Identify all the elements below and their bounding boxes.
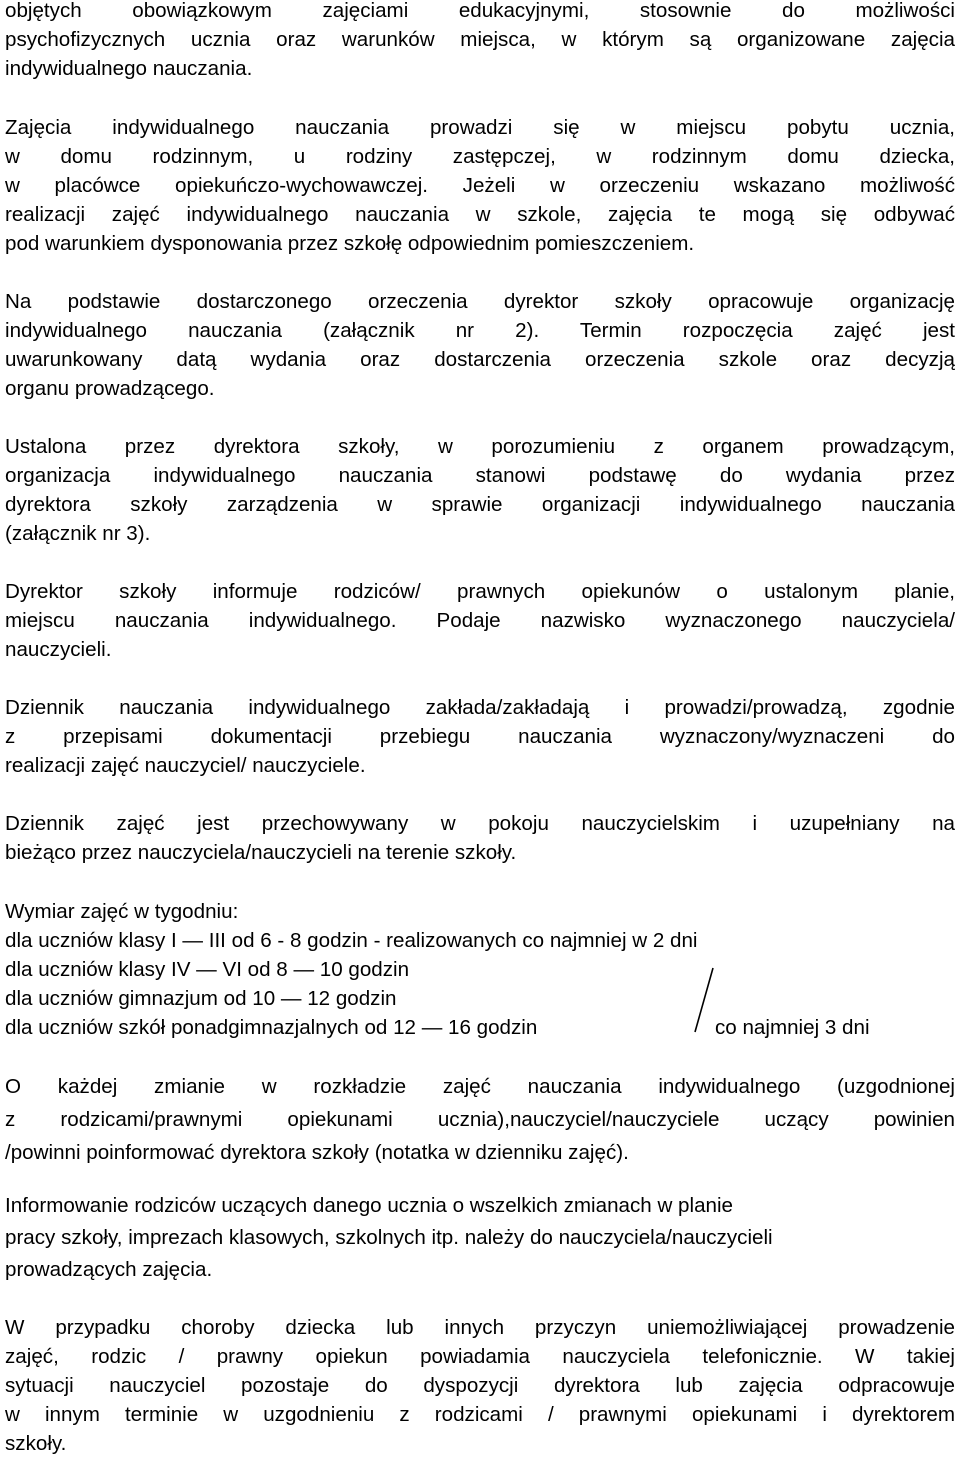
- text-line: O każdej zmianie w rozkładzie zajęć nauczania indywidualnego (uzgodnionej: [5, 1075, 955, 1098]
- text-line: pod warunkiem dysponowania przez szkołę odpowiednim pomieszczeniem.: [5, 232, 695, 255]
- text-line: w innym terminie w uzgodnieniu z rodzicami / prawnymi opiekunami i dyrektorem: [5, 1403, 955, 1426]
- schedule-row: dla uczniów gimnazjum od 10 — 12 godzin: [5, 987, 397, 1010]
- text-line: zajęć, rodzic / prawny opiekun powiadamia nauczyciela telefonicznie. W takiej: [5, 1345, 955, 1368]
- text-line: szkoły.: [5, 1432, 67, 1455]
- schedule-note: co najmniej 3 dni: [715, 1016, 870, 1039]
- text-line: prowadzących zajęcia.: [5, 1258, 213, 1281]
- text-line: objętych obowiązkowym zajęciami edukacyjnymi, stosownie do możliwości: [5, 0, 955, 22]
- text-line: indywidualnego nauczania (załącznik nr 2). Termin rozpoczęcia zajęć jest: [5, 319, 955, 342]
- text-line: Ustalona przez dyrektora szkoły, w porozumieniu z organem prowadzącym,: [5, 435, 955, 458]
- paragraph-register: [5, 693, 955, 780]
- text-line: dyrektora szkoły zarządzenia w sprawie organizacji indywidualnego nauczania: [5, 493, 955, 516]
- text-line: Dyrektor szkoły informuje rodziców/ prawnych opiekunów o ustalonym planie,: [5, 580, 955, 603]
- text-line: Zajęcia indywidualnego nauczania prowadzi się w miejscu pobytu ucznia,: [5, 116, 955, 139]
- paragraph-changes: [5, 1070, 955, 1169]
- paragraph-storage: [5, 809, 955, 867]
- paragraph-intro: [5, 0, 955, 83]
- text-line: /powinni poinformować dyrektora szkoły (notatka w dzienniku zajęć).: [5, 1141, 629, 1164]
- text-line: bieżąco przez nauczyciela/nauczycieli na terenie szkoły.: [5, 841, 517, 864]
- paragraph-order: [5, 432, 955, 548]
- text-line: sytuacji nauczyciel pozostaje do dyspozycji dyrektora lub zajęcia odpracowuje: [5, 1374, 955, 1397]
- paragraph-parents-info: [5, 1190, 955, 1286]
- schedule-row: dla uczniów klasy IV — VI od 8 — 10 godzin: [5, 958, 410, 981]
- text-line: realizacji zajęć indywidualnego nauczania w szkole, zajęcia te mogą się odbywać: [5, 203, 955, 226]
- text-line: Informowanie rodziców uczących danego ucznia o wszelkich zmianach w planie: [5, 1194, 734, 1217]
- schedule-row: dla uczniów klasy I — III od 6 - 8 godzin - realizowanych co najmniej w 2 dni: [5, 929, 698, 952]
- text-line: psychofizycznych ucznia oraz warunków miejsca, w którym są organizowane zajęcia: [5, 28, 955, 51]
- text-line: w domu rodzinnym, u rodziny zastępczej, w rodzinnym domu dziecka,: [5, 145, 955, 168]
- paragraph-illness: [5, 1313, 955, 1458]
- text-line: pracy szkoły, imprezach klasowych, szkolnych itp. należy do nauczyciela/nauczycieli: [5, 1226, 773, 1249]
- text-line: Dziennik zajęć jest przechowywany w pokoju nauczycielskim i uzupełniany na: [5, 812, 955, 835]
- text-line: realizacji zajęć nauczyciel/ nauczyciele.: [5, 754, 366, 777]
- text-line: Na podstawie dostarczonego orzeczenia dyrektor szkoły opracowuje organizację: [5, 290, 955, 313]
- paragraph-informing: [5, 577, 955, 664]
- text-line: organizacja indywidualnego nauczania stanowi podstawę do wydania przez: [5, 464, 955, 487]
- schedule-row: dla uczniów szkół ponadgimnazjalnych od 12 — 16 godzin: [5, 1016, 538, 1039]
- text-line: Dziennik nauczania indywidualnego zakłada/zakładają i prowadzi/prowadzą, zgodnie: [5, 696, 955, 719]
- text-line: z przepisami dokumentacji przebiegu nauczania wyznaczony/wyznaczeni do: [5, 725, 955, 748]
- text-line: miejscu nauczania indywidualnego. Podaje nazwisko wyznaczonego nauczyciela/: [5, 609, 955, 632]
- paragraph-location: [5, 113, 955, 258]
- text-line: z rodzicami/prawnymi opiekunami ucznia),nauczyciel/nauczyciele uczący powinien: [5, 1108, 955, 1131]
- text-line: (załącznik nr 3).: [5, 522, 151, 545]
- text-line: organu prowadzącego.: [5, 377, 215, 400]
- text-line: indywidualnego nauczania.: [5, 57, 253, 80]
- paragraph-organization: [5, 287, 955, 403]
- text-line: W przypadku choroby dziecka lub innych przyczyn uniemożliwiającej prowadzenie: [5, 1316, 955, 1339]
- schedule-heading: Wymiar zajęć w tygodniu:: [5, 900, 239, 923]
- text-line: w placówce opiekuńczo-wychowawczej. Jeżeli w orzeczeniu wskazano możliwość: [5, 174, 955, 197]
- text-line: nauczycieli.: [5, 638, 112, 661]
- text-line: uwarunkowany datą wydania oraz dostarczenia orzeczenia szkole oraz decyzją: [5, 348, 955, 371]
